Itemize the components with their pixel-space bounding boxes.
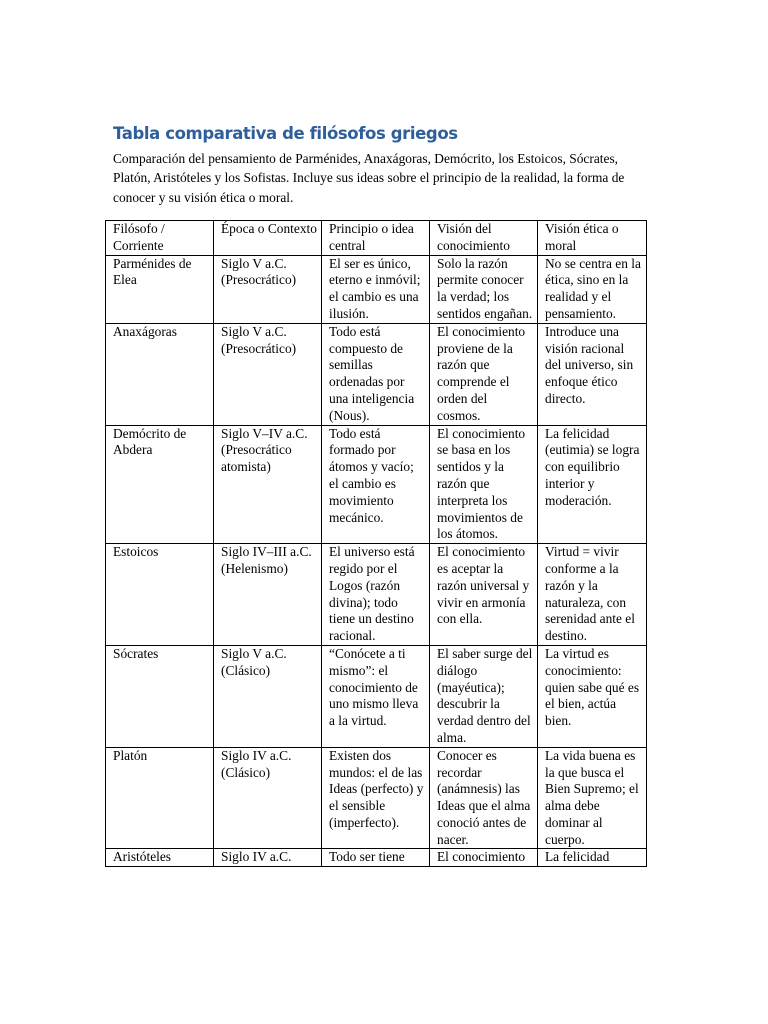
table-cell: Estoicos — [106, 544, 214, 646]
table-cell: Siglo IV a.C. (Clásico) — [214, 747, 322, 849]
table-cell: Conocer es recordar (anámnesis) las Ideas que el alma conoció antes de nacer. — [430, 747, 538, 849]
header-cell: Visión ética o moral — [538, 221, 647, 256]
table-cell: La felicidad (eutimia) se logra con equilibrio interior y moderación. — [538, 425, 647, 544]
table-cell: Platón — [106, 747, 214, 849]
header-cell: Visión del conocimiento — [430, 221, 538, 256]
table-header-row — [106, 221, 647, 256]
table-cell: El conocimiento es aceptar la razón universal y vivir en armonía con ella. — [430, 544, 538, 646]
table-cell: Siglo V a.C. (Presocrático) — [214, 255, 322, 323]
table-cell: Todo está formado por átomos y vacío; el cambio es movimiento mecánico. — [322, 425, 430, 544]
header-cell: Principio o idea central — [322, 221, 430, 256]
table-cell: Introduce una visión racional del universo, sin enfoque ético directo. — [538, 323, 647, 425]
table-cell: Solo la razón permite conocer la verdad; los sentidos engañan. — [430, 255, 538, 323]
header-cell: Filósofo / Corriente — [106, 221, 214, 256]
table-cell: Todo está compuesto de semillas ordenadas por una inteligencia (Nous). — [322, 323, 430, 425]
table-cell: El conocimiento — [430, 849, 538, 867]
table-cell: Anaxágoras — [106, 323, 214, 425]
table-row — [106, 544, 647, 646]
table-cell: El conocimiento proviene de la razón que comprende el orden del cosmos. — [430, 323, 538, 425]
table-cell: Todo ser tiene — [322, 849, 430, 867]
header-cell: Época o Contexto — [214, 221, 322, 256]
table-cell: “Conócete a ti mismo”: el conocimiento de uno mismo lleva a la virtud. — [322, 645, 430, 747]
table-row — [106, 645, 647, 747]
table-cell: La virtud es conocimiento: quien sabe qué es el bien, actúa bien. — [538, 645, 647, 747]
table-row — [106, 747, 647, 849]
table-cell: Siglo IV–III a.C. (Helenismo) — [214, 544, 322, 646]
table-cell: El conocimiento se basa en los sentidos y la razón que interpreta los movimientos de los átomos. — [430, 425, 538, 544]
table-row — [106, 323, 647, 425]
table-cell: El universo está regido por el Logos (razón divina); todo tiene un destino racional. — [322, 544, 430, 646]
intro-paragraph: Comparación del pensamiento de Parménides, Anaxágoras, Demócrito, los Estoicos, Sócrates, Platón, Aristóteles y los Sofistas. Incluye sus ideas sobre el principio de la realidad, la forma de conocer y su visión ética o moral. — [113, 151, 625, 205]
table-cell: Siglo V–IV a.C. (Presocrático atomista) — [214, 425, 322, 544]
table-cell: Siglo V a.C. (Presocrático) — [214, 323, 322, 425]
table-cell: Parménides de Elea — [106, 255, 214, 323]
table-row — [106, 849, 647, 867]
table-cell: Aristóteles — [106, 849, 214, 867]
table-row — [106, 425, 647, 544]
table-cell: Siglo V a.C. (Clásico) — [214, 645, 322, 747]
table-cell: El saber surge del diálogo (mayéutica); descubrir la verdad dentro del alma. — [430, 645, 538, 747]
page-title: Tabla comparativa de filósofos griegos — [113, 124, 458, 143]
table-cell: El ser es único, eterno e inmóvil; el cambio es una ilusión. — [322, 255, 430, 323]
comparison-table — [105, 220, 647, 867]
table-cell: Virtud = vivir conforme a la razón y la naturaleza, con serenidad ante el destino. — [538, 544, 647, 646]
table-cell: Existen dos mundos: el de las Ideas (perfecto) y el sensible (imperfecto). — [322, 747, 430, 849]
table-cell: Demócrito de Abdera — [106, 425, 214, 544]
table-row — [106, 255, 647, 323]
table-cell: La vida buena es la que busca el Bien Supremo; el alma debe dominar al cuerpo. — [538, 747, 647, 849]
table-cell: Sócrates — [106, 645, 214, 747]
table-cell: Siglo IV a.C. — [214, 849, 322, 867]
table-cell: La felicidad — [538, 849, 647, 867]
table-cell: No se centra en la ética, sino en la realidad y el pensamiento. — [538, 255, 647, 323]
